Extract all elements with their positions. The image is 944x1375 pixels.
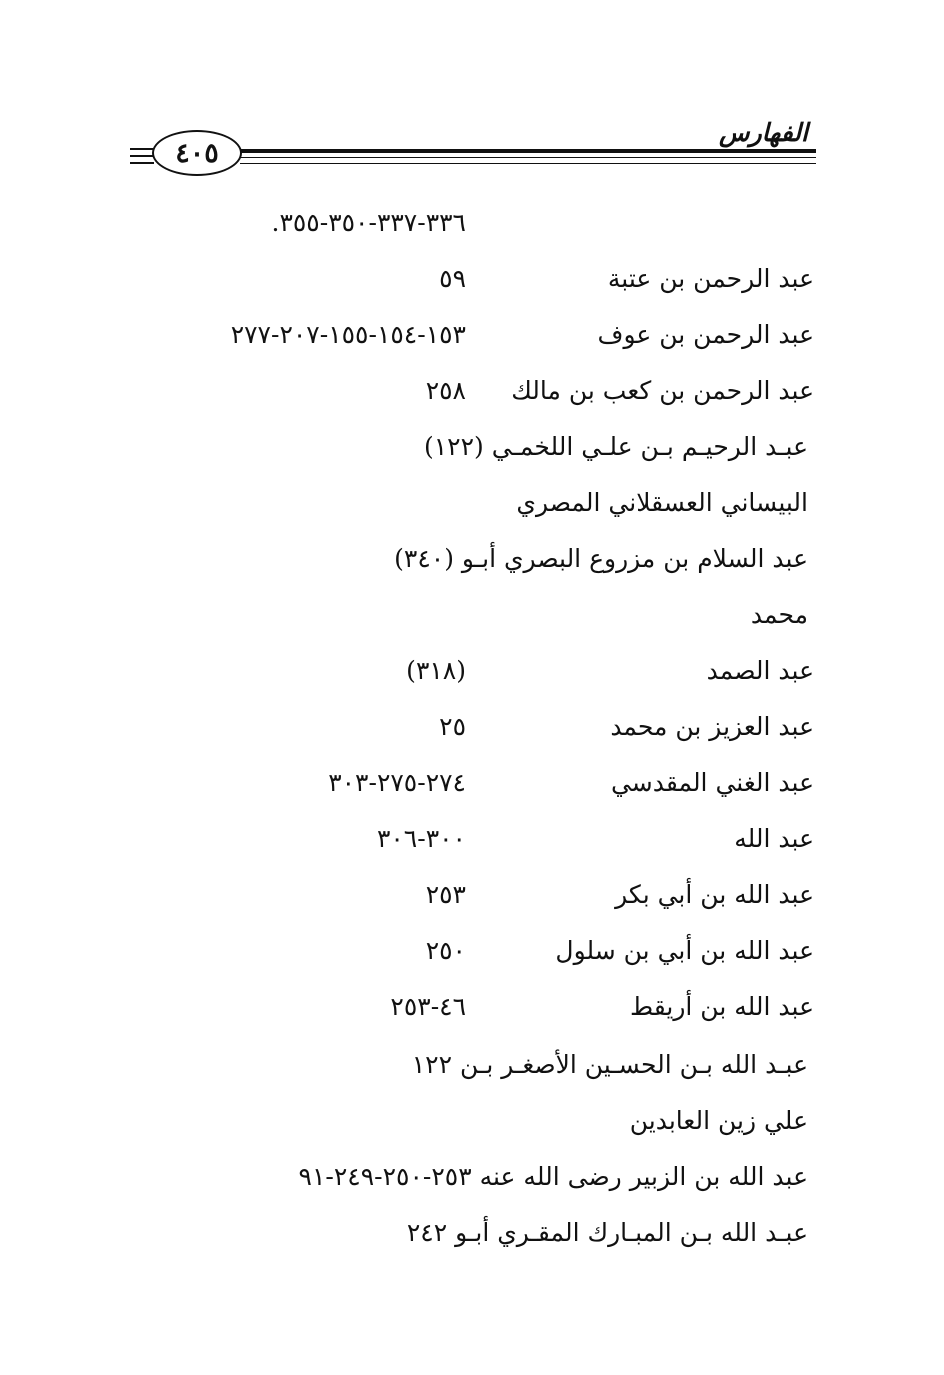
entry-text: البيساني العسقلاني المصري — [516, 488, 808, 517]
entry-text: عبـد الله بـن المبـارك المقـري أبـو ٢٤٢ — [406, 1218, 808, 1247]
entry-pages: ٣٠٠-٣٠٦ — [376, 824, 466, 853]
entry-pages: ٢٥٠ — [425, 936, 466, 965]
index-entry — [0, 1050, 944, 1090]
index-entry — [0, 376, 944, 416]
index-entry — [0, 264, 944, 304]
header-rule-thin — [240, 157, 816, 158]
entry-text: علي زين العابدين — [629, 1106, 808, 1135]
index-entry-continuation — [0, 600, 944, 640]
header-dash — [130, 162, 154, 164]
entry-name: عبد الرحمن بن عتبة — [607, 264, 814, 293]
index-entry — [0, 992, 944, 1032]
entry-text: محمد — [750, 600, 808, 629]
entry-pages: ٣٣٦-٣٣٧-٣٥٠-٣٥٥. — [271, 208, 466, 237]
entry-pages: ٤٦-٢٥٣ — [390, 992, 466, 1021]
entry-pages: ٢٥٣ — [425, 880, 466, 909]
index-entry — [0, 824, 944, 864]
entry-name: عبد الله بن أبي بكر — [615, 880, 814, 909]
header-dash — [130, 155, 154, 157]
entry-pages: ٥٩ — [439, 264, 466, 293]
header-rule-thick — [240, 149, 816, 153]
entry-pages: ٢٧٤-٢٧٥-٣٠٣ — [328, 768, 466, 797]
entry-name: عبد الصمد — [706, 656, 814, 685]
entry-pages: ١٥٣-١٥٤-١٥٥-٢٠٧-٢٧٧ — [230, 320, 466, 349]
entry-name: عبد الغني المقدسي — [610, 768, 814, 797]
page-number: ٤٠٥ — [175, 137, 219, 169]
index-entry — [0, 208, 944, 248]
entry-pages: ٢٥ — [439, 712, 466, 741]
index-entry — [0, 712, 944, 752]
index-entry — [0, 432, 944, 472]
index-entry — [0, 544, 944, 584]
index-entry — [0, 656, 944, 696]
entry-text: عبـد الله بـن الحسـين الأصغـر بـن ١٢٢ — [411, 1050, 808, 1079]
entry-pages: (٣١٨) — [406, 656, 466, 685]
index-entry — [0, 1218, 944, 1258]
header-rule-thin — [240, 163, 816, 164]
entry-pages: ٢٥٨ — [425, 376, 466, 405]
entry-name: عبد العزيز بن محمد — [610, 712, 814, 741]
entry-text: عبد السلام بن مزروع البصري أبـو (٣٤٠) — [394, 544, 808, 573]
entry-name: عبد الله بن أريقط — [629, 992, 814, 1021]
index-entry-continuation — [0, 1106, 944, 1146]
index-entry — [0, 1162, 944, 1202]
page-number-oval — [152, 130, 242, 176]
index-entry — [0, 880, 944, 920]
running-header-title: الفهارس — [719, 118, 808, 147]
index-entry — [0, 320, 944, 360]
entry-name: عبد الله — [734, 824, 814, 853]
entry-name: عبد الرحمن بن عوف — [597, 320, 814, 349]
entry-name: عبد الله بن أبي بن سلول — [555, 936, 814, 965]
index-entry-continuation — [0, 488, 944, 528]
index-entry — [0, 936, 944, 976]
header-dash — [130, 148, 154, 150]
entry-name: عبد الرحمن بن كعب بن مالك — [511, 376, 814, 405]
entry-text: عبد الله بن الزبير رضى الله عنه ٢٥٣-٢٥٠-٢٤٩-٩١ — [298, 1162, 808, 1191]
index-entry — [0, 768, 944, 808]
entry-text: عبـد الرحيـم بـن علـي اللخمـي (١٢٢) — [423, 432, 808, 461]
